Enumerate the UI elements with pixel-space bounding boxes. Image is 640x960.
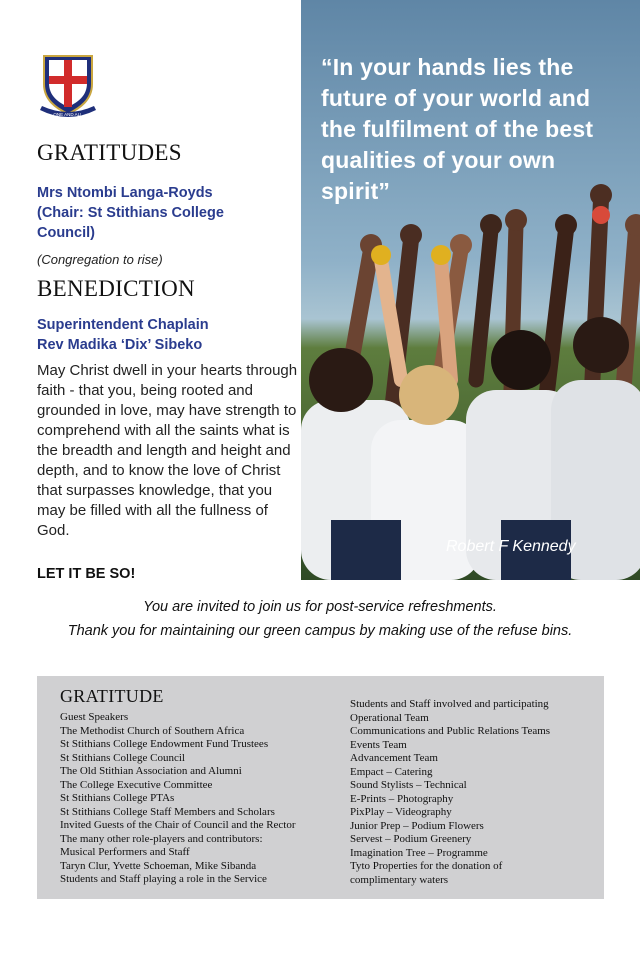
school-crest-logo <box>38 52 98 122</box>
list-item: Imagination Tree – Programme <box>350 846 488 859</box>
benediction-speaker-line1: Superintendent Chaplain <box>37 317 209 333</box>
crest-motto: ONE AND ALL <box>53 112 83 117</box>
gratitudes-heading: GRATITUDES <box>37 140 182 165</box>
benediction-text: May Christ dwell in your hearts through faith - that you, being rooted and grounded in love, may have strength to comprehend with all the saints what is the breadth and length and height and depth, and to know the love of Christ that surpasses knowledge, that you may be filled with all the fullness of God. <box>37 362 298 539</box>
list-item: Musical Performers and Staff <box>60 846 190 858</box>
list-item: Students and Staff involved and participating <box>350 698 549 710</box>
congregation-instruction: (Congregation to rise) <box>37 252 163 267</box>
list-item: St Stithians College Endowment Fund Trustees <box>60 738 269 750</box>
list-item: Sound Stylists – Technical <box>350 779 467 791</box>
list-item: Servest – Podium Greenery <box>350 833 472 845</box>
list-item: Taryn Clur, Yvette Schoeman, Mike Sibanda <box>60 859 257 872</box>
list-item: Junior Prep – Podium Flowers <box>350 819 484 832</box>
gratitude-left-list <box>60 711 296 887</box>
benediction-heading: BENEDICTION <box>37 276 195 301</box>
list-item: Invited Guests of the Chair of Council and the Rector <box>60 819 296 831</box>
hands-raised-photo <box>301 0 640 580</box>
list-item: St Stithians College Council <box>60 751 185 764</box>
list-item: Empact – Catering <box>350 765 433 778</box>
gratitude-right-list <box>350 698 550 887</box>
list-item: St Stithians College PTAs <box>60 792 175 804</box>
list-item: St Stithians College Staff Members and Scholars <box>60 805 275 818</box>
kennedy-quote: “In your hands lies the future of your world and the fulfilment of the best qualities of your own spirit” <box>321 54 594 204</box>
list-item: The College Executive Committee <box>60 778 213 791</box>
gratitudes-speaker-line2: (Chair: St Stithians College <box>37 205 224 221</box>
list-item: PixPlay – Videography <box>350 806 452 818</box>
benediction-speaker-line2: Rev Madika ‘Dix’ Sibeko <box>37 337 203 353</box>
list-item: Communications and Public Relations Teams <box>350 725 551 737</box>
gratitude-box <box>37 676 604 899</box>
benediction-response: LET IT BE SO! <box>37 566 136 582</box>
gratitude-box-title: GRATITUDE <box>60 686 164 706</box>
gratitudes-speaker-line1: Mrs Ntombi Langa-Royds <box>37 185 213 201</box>
list-item: Events Team <box>350 738 407 751</box>
list-item: Advancement Team <box>350 752 438 764</box>
list-item: Students and Staff playing a role in the Service <box>60 873 267 885</box>
list-item: The many other role-players and contributors: <box>60 832 263 845</box>
quote-author: Robert F Kennedy <box>446 538 576 555</box>
list-item: Tyto Properties for the donation of <box>350 860 503 872</box>
list-item: The Old Stithian Association and Alumni <box>60 765 242 777</box>
refreshments-invitation: You are invited to join us for post-service refreshments. <box>143 599 497 615</box>
list-item: complimentary waters <box>350 873 449 886</box>
list-item: The Methodist Church of Southern Africa <box>60 724 245 737</box>
gratitudes-speaker-line3: Council) <box>37 225 95 241</box>
green-campus-note: Thank you for maintaining our green campus by making use of the refuse bins. <box>67 623 573 639</box>
list-item: Guest Speakers <box>60 711 129 723</box>
list-item: Operational Team <box>350 711 429 724</box>
list-item: E-Prints – Photography <box>350 792 454 805</box>
